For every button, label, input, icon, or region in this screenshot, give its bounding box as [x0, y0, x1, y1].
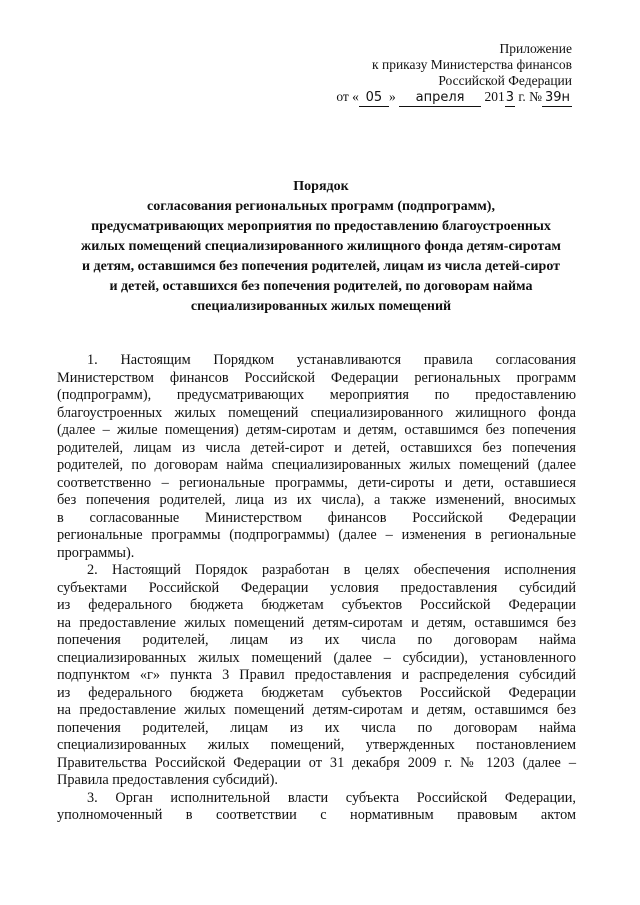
body-line: (далее – жилые помещения) детям-сиротам и детям, оставшимся без попечения [57, 422, 576, 438]
body-line: на предоставление жилых помещений детям-сиротам и детям, оставшимся без [57, 614, 576, 631]
body-line: родителей, лицам из числа детей-сирот и детей, оставшихся без попечения [57, 439, 576, 456]
body-line: Министерством финансов Российской Федерации региональных программ [57, 369, 576, 386]
title-line: и детей, оставшихся без попечения родителей, по договорам найма [109, 279, 533, 294]
body-line: специализированных жилых помещений (далее – субсидии), установленного [57, 649, 576, 666]
body-line: 1. Настоящим Порядком устанавливаются правила согласования [87, 352, 576, 368]
body-line: Правила предоставления субсидий). [57, 772, 278, 788]
title-line: предусматривающих мероприятия по предоставлению благоустроенных [91, 219, 551, 234]
date-month: апреля [399, 90, 481, 107]
body-line: специализированных жилых помещений, утвержденных постановлением [57, 737, 576, 753]
title-line: согласования региональных программ (подпрограмм), [147, 199, 495, 214]
appendix-date-line [336, 89, 572, 107]
title-line: и детям, оставшимся без попечения родителей, лицам из числа детей-сирот [81, 259, 561, 274]
title-line: специализированных жилых помещений [190, 299, 452, 314]
body-line: уполномоченный в соответствии с нормативным правовым актом [57, 807, 576, 823]
document-title [48, 177, 594, 317]
date-year-suffix: г. № [514, 89, 542, 104]
body-line: (подпрограмм), предусматривающих мероприятия по предоставлению [57, 387, 576, 403]
order-number: 39н [542, 90, 572, 107]
body-line: без попечения родителей, лица из их числа), а также изменений, вносимых [57, 492, 576, 508]
body-line: из федерального бюджета бюджетам субъектов Российской Федерации [57, 684, 576, 701]
body-line: благоустроенных жилых помещений специализированного жилищного фонда [57, 404, 576, 421]
body-line: региональные программы (подпрограммы) (далее – изменения в региональные [57, 527, 576, 543]
appendix-header [336, 41, 572, 107]
body-line: программы). [57, 544, 135, 561]
body-line: на предоставление жилых помещений детям-сиротам и детям, оставшимся без [57, 702, 576, 718]
date-day: 05 [359, 90, 389, 107]
document-body [57, 352, 576, 825]
title-line: жилых помещений специализированного жилищного фонда детям-сиротам [81, 239, 561, 254]
body-line: в согласованные Министерством финансов Российской Федерации [57, 509, 576, 526]
date-year-prefix: 201 [484, 89, 505, 104]
body-line: субъектами Российской Федерации условия предоставления субсидий [57, 579, 576, 596]
body-line: Правительства Российской Федерации от 31 декабря 2009 г. № 1203 (далее – [57, 754, 576, 771]
body-line: 2. Настоящий Порядок разработан в целях обеспечения исполнения [87, 562, 576, 578]
body-line: соответственно – региональные программы, дети-сироты и дети, оставшиеся [57, 474, 576, 491]
date-close: » [388, 89, 396, 104]
body-line: из федерального бюджета бюджетам субъектов Российской Федерации [57, 597, 576, 613]
body-line: подпунктом «г» пункта 3 Правил предоставления и распределения субсидий [57, 667, 576, 683]
body-line: 3. Орган исполнительной власти субъекта Российской Федерации, [87, 789, 576, 806]
body-line: родителей, по договорам найма специализированных жилых помещений (далее [57, 457, 576, 473]
title-line: Порядок [293, 179, 349, 194]
date-year-digit: 3 [505, 90, 514, 105]
date-prefix: от « [336, 89, 359, 104]
body-line: попечения родителей, лицам из их числа по договорам найма [57, 719, 576, 736]
appendix-label: Приложение [499, 41, 572, 56]
appendix-ministry: Российской Федерации [438, 73, 572, 88]
appendix-order-ref: к приказу Министерства финансов [372, 57, 572, 72]
body-line: попечения родителей, лицам из их числа по договорам найма [57, 632, 576, 648]
